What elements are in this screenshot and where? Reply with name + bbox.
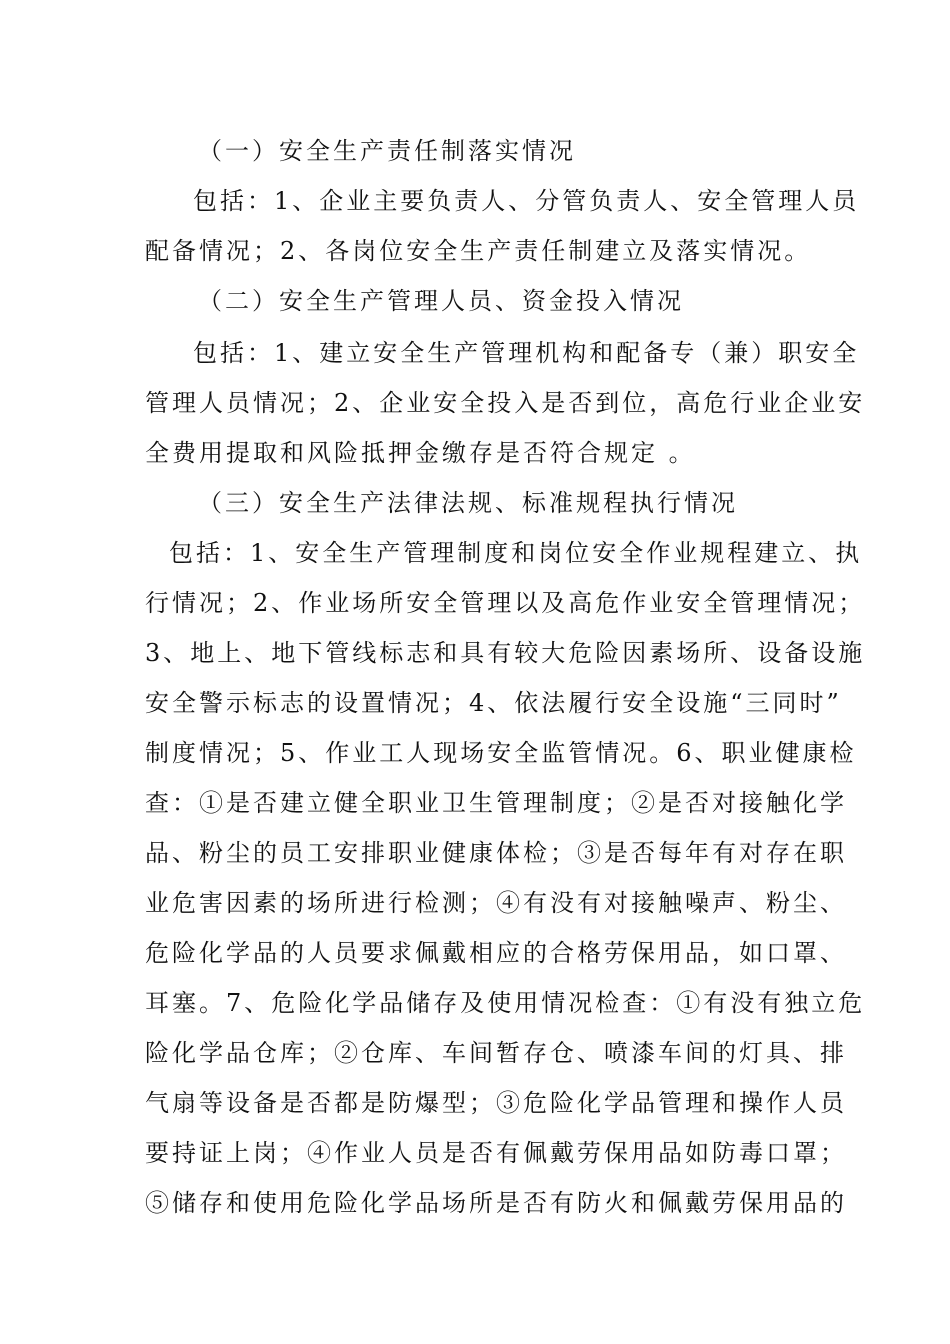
paragraph-line: 品、粉尘的员工安排职业健康体检；③是否每年有对存在职 bbox=[145, 839, 847, 867]
paragraph-line: ⑤储存和使用危险化学品场所是否有防火和佩戴劳保用品的 bbox=[145, 1189, 847, 1217]
paragraph-line: 安全警示标志的设置情况；4、依法履行安全设施“三同时” bbox=[145, 689, 842, 717]
paragraph-line: 行情况；2、作业场所安全管理以及高危作业安全管理情况； bbox=[145, 589, 866, 617]
paragraph-line: 业危害因素的场所进行检测；④有没有对接触噪声、粉尘、 bbox=[145, 889, 847, 917]
paragraph-line: 包括：1、建立安全生产管理机构和配备专（兼）职安全 bbox=[193, 339, 860, 367]
paragraph-line: 制度情况；5、作业工人现场安全监管情况。6、职业健康检 bbox=[145, 739, 857, 767]
paragraph-line: 气扇等设备是否都是防爆型；③危险化学品管理和操作人员 bbox=[145, 1089, 847, 1117]
section-heading-1: （一）安全生产责任制落实情况 bbox=[198, 137, 576, 165]
paragraph-line: 险化学品仓库；②仓库、车间暂存仓、喷漆车间的灯具、排 bbox=[145, 1039, 847, 1067]
paragraph-line: 危险化学品的人员要求佩戴相应的合格劳保用品，如口罩、 bbox=[145, 939, 847, 967]
paragraph-line: 耳塞。7、危险化学品储存及使用情况检查：①有没有独立危 bbox=[145, 989, 866, 1017]
paragraph-line: 包括：1、企业主要负责人、分管负责人、安全管理人员 bbox=[193, 187, 860, 215]
paragraph-line: 3、地上、地下管线标志和具有较大危险因素场所、设备设施 bbox=[145, 639, 866, 667]
paragraph-line: 配备情况；2、各岗位安全生产责任制建立及落实情况。 bbox=[145, 237, 812, 265]
paragraph-line: 查：①是否建立健全职业卫生管理制度；②是否对接触化学 bbox=[145, 789, 847, 817]
section-heading-2: （二）安全生产管理人员、资金投入情况 bbox=[198, 287, 684, 315]
section-heading-3: （三）安全生产法律法规、标准规程执行情况 bbox=[198, 489, 738, 517]
paragraph-line: 全费用提取和风险抵押金缴存是否符合规定 。 bbox=[145, 439, 696, 467]
paragraph-line: 管理人员情况；2、企业安全投入是否到位，高危行业企业安 bbox=[145, 389, 866, 417]
paragraph-line: 要持证上岗；④作业人员是否有佩戴劳保用品如防毒口罩； bbox=[145, 1139, 847, 1167]
paragraph-line: 包括：1、安全生产管理制度和岗位安全作业规程建立、执 bbox=[169, 539, 863, 567]
